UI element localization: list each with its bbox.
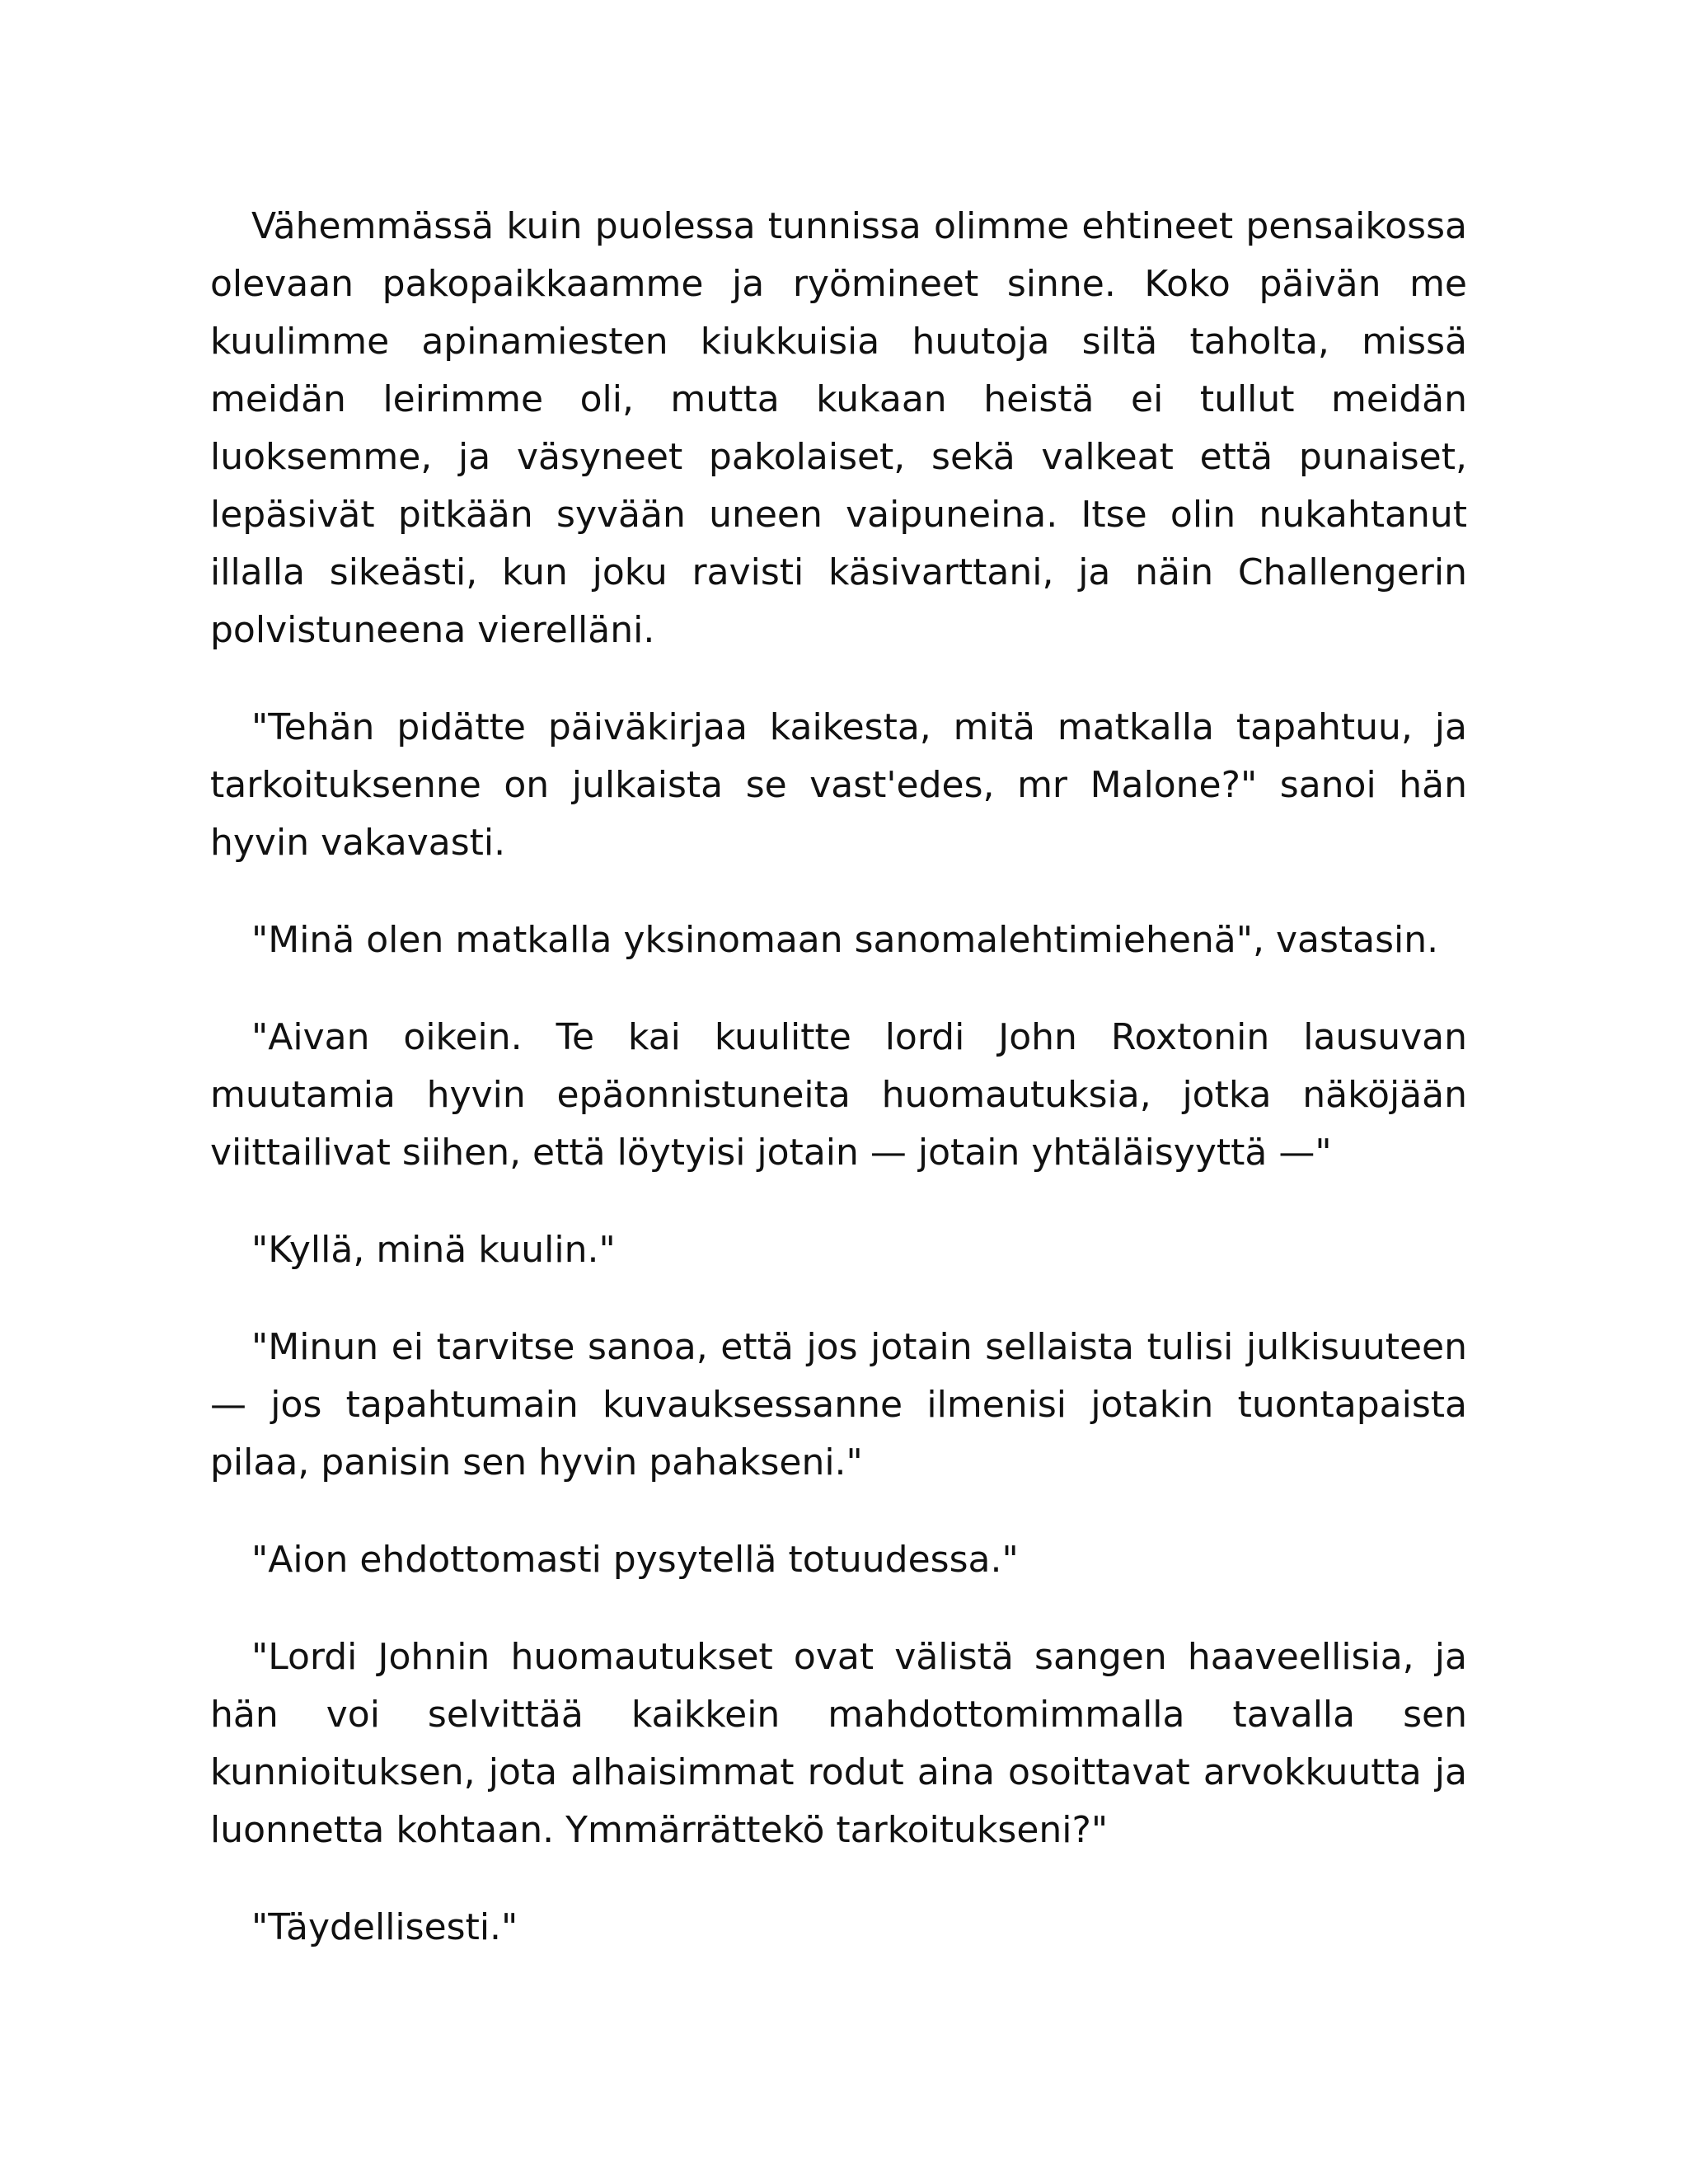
document-page [210, 198, 1467, 1996]
paragraph-9: "Täydellisesti." [251, 1906, 518, 1948]
paragraph-6: "Minun ei tarvitse sanoa, että jos jotain sellaista tulisi julkisuuteen — jos tapahtumain kuvauksessanne ilmenisi jotakin tuontapaista pilaa, panisin sen hyvin pahakseni." [210, 1326, 1467, 1483]
paragraph-1: Vähemmässä kuin puolessa tunnissa olimme ehtineet pensaikossa olevaan pakopaikkaamme ja ryömineet sinne. Koko päivän me kuulimme apinamiesten kiukkuisia huutoja siltä taholta, missä meidän leirimme oli, mutta kukaan heistä ei tullut meidän luoksemme, ja väsyneet pakolaiset, sekä valkeat että punaiset, lepäsivät pitkään syvään uneen vaipuneina. Itse olin nukahtanut illalla sikeästi, kun joku ravisti käsivarttani, ja näin Challengerin polvistuneena vierelläni. [210, 205, 1467, 651]
paragraph-7: "Aion ehdottomasti pysytellä totuudessa." [251, 1539, 1019, 1581]
paragraph-4: "Aivan oikein. Te kai kuulitte lordi John Roxtonin lausuvan muutamia hyvin epäonnistuneita huomautuksia, jotka näköjään viittailivat siihen, että löytyisi jotain — jotain yhtäläisyyttä —" [210, 1016, 1467, 1174]
paragraph-8: "Lordi Johnin huomautukset ovat välistä sangen haaveellisia, ja hän voi selvittää kaikkein mahdottomimmalla tavalla sen kunnioituksen, jota alhaisimmat rodut aina osoittavat arvokkuutta ja luonnetta kohtaan. Ymmärrättekö tarkoitukseni?" [210, 1636, 1467, 1851]
paragraph-3: "Minä olen matkalla yksinomaan sanomalehtimiehenä", vastasin. [251, 919, 1439, 961]
paragraph-5: "Kyllä, minä kuulin." [251, 1229, 616, 1271]
paragraph-2: "Tehän pidätte päiväkirjaa kaikesta, mitä matkalla tapahtuu, ja tarkoituksenne on julkaista se vast'edes, mr Malone?" sanoi hän hyvin vakavasti. [210, 706, 1467, 864]
